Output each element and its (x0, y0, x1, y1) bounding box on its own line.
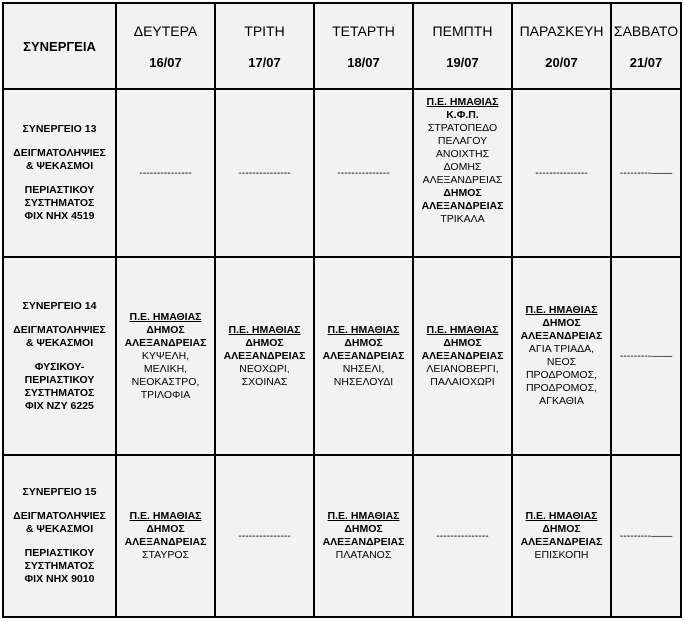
municipality: ΔΗΜΟΣ (344, 523, 383, 535)
crew-system: ΠΕΡΙΑΣΤΙΚΟΥ (24, 184, 95, 196)
schedule-table (2, 2, 682, 618)
schedule-cell-tue (215, 89, 314, 257)
regional-unit: Π.Ε. ΗΜΑΘΙΑΣ (426, 323, 499, 336)
empty-dash: ---------—— (619, 166, 673, 179)
regional-unit: Π.Ε. ΗΜΑΘΙΑΣ (426, 96, 499, 108)
place: ΝΕΟΣ (546, 356, 577, 368)
schedule-cell-sat (611, 89, 681, 257)
table-row-crew-14 (3, 257, 681, 455)
schedule-cell-mon (116, 257, 215, 455)
day-name: ΤΡΙΤΗ (244, 22, 285, 39)
place: ΜΕΛΙΚΗ, (143, 362, 188, 375)
crew-system: ΠΕΡΙΑΣΤΙΚΟΥ (24, 547, 95, 559)
schedule-cell-wed (314, 455, 413, 617)
crew-system: ΣΥΣΤΗΜΑΤΟΣ (24, 197, 95, 209)
place: ΑΝΟΙΧΤΗΣ (435, 148, 490, 160)
crew-task: ΔΕΙΓΜΑΤΟΛΗΨΙΕΣ (13, 510, 106, 522)
place: ΝΗΣΕΛΟΥΔΙ (333, 375, 394, 388)
municipality: ΔΗΜΟΣ (542, 523, 581, 535)
schedule-cell-fri (512, 89, 611, 257)
day-date: 20/07 (545, 54, 578, 70)
day-header-wed (314, 3, 413, 89)
municipality: ΑΛΕΞΑΝΔΡΕΙΑΣ (520, 536, 603, 548)
crew-system: ΣΥΣΤΗΜΑΤΟΣ (24, 560, 95, 572)
regional-unit: Π.Ε. ΗΜΑΘΙΑΣ (327, 323, 400, 336)
place: ΛΕΙΑΝΟΒΕΡΓΙ, (426, 362, 499, 375)
crew-system: ΠΕΡΙΑΣΤΙΚΟΥ (24, 373, 95, 386)
schedule-cell-wed (314, 257, 413, 455)
schedule-cell-mon (116, 89, 215, 257)
day-header-fri (512, 3, 611, 89)
day-header-sat (611, 3, 681, 89)
place: ΑΛΕΞΑΝΔΡΕΙΑΣ (422, 174, 503, 186)
place: ΣΤΡΑΤΟΠΕΔΟ (427, 122, 498, 134)
day-name: ΠΕΜΠΤΗ (432, 22, 493, 39)
place: ΕΠΙΣΚΟΠΗ (534, 549, 589, 561)
day-date: 16/07 (149, 54, 182, 70)
place: ΠΛΑΤΑΝΟΣ (335, 549, 392, 561)
municipality: ΑΛΕΞΑΝΔΡΕΙΑΣ (322, 349, 405, 362)
crew-plate: ΦΙΧ ΝΗΧ 9010 (24, 573, 95, 585)
header-row (3, 3, 681, 89)
regional-unit: Π.Ε. ΗΜΑΘΙΑΣ (228, 323, 301, 336)
municipality: ΔΗΜΟΣ (443, 187, 482, 199)
empty-dash: ---------—— (619, 529, 673, 542)
crew-cell (3, 89, 116, 257)
schedule-cell-tue (215, 257, 314, 455)
crew-task: & ΨΕΚΑΣΜΟΙ (25, 336, 94, 349)
crew-name: ΣΥΝΕΡΓΕΙΟ 13 (22, 123, 97, 135)
schedule-cell-fri (512, 257, 611, 455)
schedule-cell-sat (611, 455, 681, 617)
crew-system: ΣΥΣΤΗΜΑΤΟΣ (24, 386, 95, 399)
schedule-cell-thu (413, 257, 512, 455)
place: ΠΑΛΑΙΟΧΩΡΙ (430, 375, 495, 388)
schedule-cell-fri (512, 455, 611, 617)
municipality: ΑΛΕΞΑΝΔΡΕΙΑΣ (322, 536, 405, 548)
empty-dash: --------------- (337, 166, 390, 179)
place: ΤΡΙΚΑΛΑ (440, 213, 485, 225)
crew-plate: ΦΙΧ ΝΗΧ 4519 (24, 210, 95, 222)
crew-name: ΣΥΝΕΡΓΕΙΟ 14 (22, 299, 97, 312)
municipality: ΑΛΕΞΑΝΔΡΕΙΑΣ (124, 536, 207, 548)
kfp-label: Κ.Φ.Π. (446, 109, 479, 121)
crews-column-header: ΣΥΝΕΡΓΕΙΑ (3, 3, 116, 89)
day-date: 21/07 (629, 54, 663, 70)
place: ΠΡΟΔΡΟΜΟΣ, (525, 382, 598, 394)
regional-unit: Π.Ε. ΗΜΑΘΙΑΣ (525, 510, 598, 522)
day-name: ΔΕΥΤΕΡΑ (133, 22, 198, 39)
schedule-cell-thu (413, 89, 512, 257)
municipality: ΔΗΜΟΣ (146, 323, 185, 336)
municipality: ΔΗΜΟΣ (245, 336, 284, 349)
crew-task: ΔΕΙΓΜΑΤΟΛΗΨΙΕΣ (13, 323, 106, 336)
crew-name: ΣΥΝΕΡΓΕΙΟ 15 (22, 486, 97, 498)
empty-dash: ---------—— (619, 349, 673, 362)
schedule-cell-thu (413, 455, 512, 617)
crew-task: & ΨΕΚΑΣΜΟΙ (25, 523, 94, 535)
schedule-cell-sat (611, 257, 681, 455)
place: ΠΕΛΑΓΟΥ (437, 135, 488, 147)
schedule-cell-mon (116, 455, 215, 617)
regional-unit: Π.Ε. ΗΜΑΘΙΑΣ (129, 510, 202, 522)
crew-cell (3, 257, 116, 455)
schedule-cell-wed (314, 89, 413, 257)
place: ΝΕΟΧΩΡΙ, (239, 362, 290, 375)
day-date: 17/07 (248, 54, 281, 70)
municipality: ΑΛΕΞΑΝΔΡΕΙΑΣ (223, 349, 306, 362)
municipality: ΔΗΜΟΣ (146, 523, 185, 535)
day-header-mon (116, 3, 215, 89)
empty-dash: --------------- (535, 166, 588, 179)
place: ΤΡΙΛΟΦΙΑ (140, 388, 191, 401)
day-name: ΤΕΤΑΡΤΗ (332, 22, 395, 39)
municipality: ΔΗΜΟΣ (443, 336, 482, 349)
place: ΚΥΨΕΛΗ, (141, 349, 190, 362)
crew-system: ΦΥΣΙΚΟΥ- (34, 360, 85, 373)
municipality: ΔΗΜΟΣ (344, 336, 383, 349)
place: ΝΕΟΚΑΣΤΡΟ, (131, 375, 200, 388)
day-header-tue (215, 3, 314, 89)
municipality: ΑΛΕΞΑΝΔΡΕΙΑΣ (421, 200, 504, 212)
crew-plate: ΦΙΧ ΝΖΥ 6225 (25, 399, 94, 412)
municipality: ΑΛΕΞΑΝΔΡΕΙΑΣ (124, 336, 207, 349)
place: ΠΡΟΔΡΟΜΟΣ, (525, 369, 598, 381)
table-row-crew-15 (3, 455, 681, 617)
place: ΔΟΜΗΣ (443, 161, 482, 173)
day-date: 19/07 (446, 54, 479, 70)
crew-task: & ΨΕΚΑΣΜΟΙ (25, 160, 94, 172)
regional-unit: Π.Ε. ΗΜΑΘΙΑΣ (525, 304, 598, 316)
place: ΑΓΙΑ ΤΡΙΑΔΑ, (528, 343, 595, 355)
day-header-thu (413, 3, 512, 89)
place: ΑΓΚΑΘΙΑ (539, 395, 584, 407)
table-row-crew-13 (3, 89, 681, 257)
municipality: ΑΛΕΞΑΝΔΡΕΙΑΣ (421, 349, 504, 362)
empty-dash: --------------- (238, 529, 291, 542)
empty-dash: --------------- (139, 166, 192, 179)
regional-unit: Π.Ε. ΗΜΑΘΙΑΣ (327, 510, 400, 522)
place: ΝΗΣΕΛΙ, (342, 362, 385, 375)
municipality: ΔΗΜΟΣ (542, 317, 581, 329)
regional-unit: Π.Ε. ΗΜΑΘΙΑΣ (129, 310, 202, 323)
empty-dash: --------------- (238, 166, 291, 179)
day-name: ΠΑΡΑΣΚΕΥΗ (519, 22, 604, 39)
empty-dash: --------------- (436, 529, 489, 542)
day-date: 18/07 (347, 54, 380, 70)
place: ΣΧΟΙΝΑΣ (241, 375, 288, 388)
schedule-cell-tue (215, 455, 314, 617)
crew-task: ΔΕΙΓΜΑΤΟΛΗΨΙΕΣ (13, 147, 106, 159)
crew-cell (3, 455, 116, 617)
day-name: ΣΑΒΒΑΤΟ (613, 22, 679, 39)
place: ΣΤΑΥΡΟΣ (141, 549, 189, 561)
municipality: ΑΛΕΞΑΝΔΡΕΙΑΣ (520, 330, 603, 342)
